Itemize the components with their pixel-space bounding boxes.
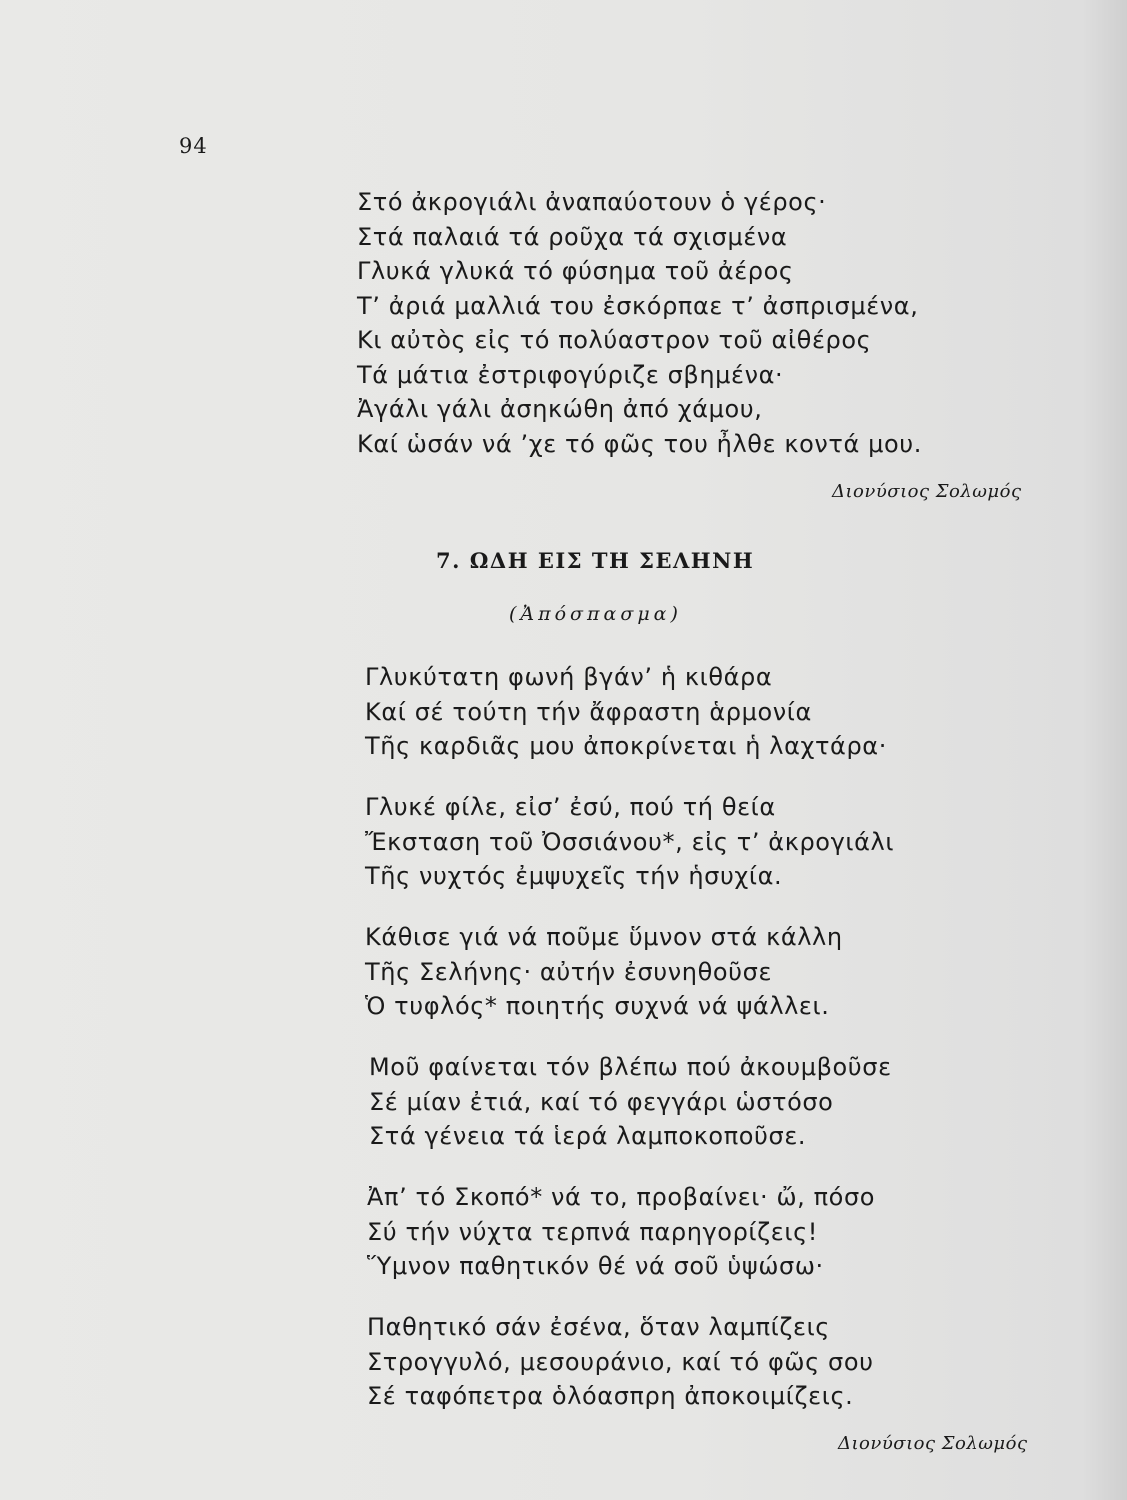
poem-line: Γλυκύτατη φωνή βγάν’ ἡ κιθάρα — [365, 663, 773, 691]
poem-line: Σέ μίαν ἐτιά, καί τό φεγγάρι ὡστόσο — [369, 1087, 834, 1116]
poem2-stanza-6 — [367, 1310, 874, 1414]
poem-line: Τῆς καρδιᾶς μου ἀποκρίνεται ἡ λαχτάρα· — [365, 732, 887, 760]
poem-line: Κι αὐτὸς εἰς τό πολύαστρον τοῦ αἰθέρος — [357, 326, 872, 354]
poem2-stanza-5 — [367, 1180, 875, 1284]
page-number: 94 — [179, 134, 208, 158]
poem-line: Σύ τήν νύχτα τερπνά παρηγορίζεις! — [367, 1217, 819, 1246]
poem2-stanza-4 — [369, 1050, 892, 1154]
poem-line: Παθητικό σάν ἐσένα, ὅταν λαμπίζεις — [367, 1313, 830, 1341]
poem2-stanza-3 — [365, 920, 843, 1024]
poem-line: Ἀπ’ τό Σκοπό* νά το, προβαίνει· ὤ, πόσο — [367, 1183, 876, 1211]
poem-line: Μοῦ φαίνεται τόν βλέπω πού ἀκουμβοῦσε — [369, 1053, 892, 1081]
poem-line: Στό ἀκρογιάλι ἀναπαύοτουν ὁ γέρος· — [357, 188, 827, 216]
poem2-author: Διονύσιος Σολωμός — [838, 1433, 1028, 1454]
poem-line: Στά παλαιά τά ροῦχα τά σχισμένα — [357, 222, 788, 251]
poem-line: Γλυκέ φίλε, εἰσ’ ἐσύ, πού τή θεία — [365, 793, 776, 821]
poem1-stanza — [357, 185, 922, 461]
poem-line: Καί σέ τούτη τήν ἄφραστη ἁρμονία — [365, 697, 812, 726]
poem-line: Ὕμνον παθητικόν θέ νά σοῦ ὑψώσω· — [367, 1252, 824, 1280]
poem-line: Τῆς νυχτός ἐμψυχεῖς τήν ἡσυχία. — [365, 862, 783, 890]
poem1-author: Διονύσιος Σολωμός — [832, 481, 1022, 502]
poem-line: Καί ὡσάν νά ’χε τό φῶς του ἦλθε κοντά μου. — [357, 429, 922, 458]
poem-subtitle: (Ἀπόσπασμα) — [509, 603, 682, 625]
poem-line: Ἔκσταση τοῦ Ὀσσιάνου*, εἰς τ’ ἀκρογιάλι — [365, 827, 895, 856]
poem-line: Σέ ταφόπετρα ὁλόασπρη ἀποκοιμίζεις. — [367, 1382, 854, 1410]
poem2-stanza-2 — [365, 790, 894, 894]
poem-line: Κάθισε γιά νά ποῦμε ὕμνον στά κάλλη — [365, 923, 843, 951]
poem-line: Γλυκά γλυκά τό φύσημα τοῦ ἀέρος — [357, 257, 794, 285]
poem-line: Στρογγυλό, μεσουράνιο, καί τό φῶς σου — [367, 1347, 874, 1376]
poem-line: Τ’ ἀριά μαλλιά του ἐσκόρπαε τ’ ἀσπρισμένα, — [357, 291, 919, 320]
poem-title: 7. ΩΔΗ ΕΙΣ ΤΗ ΣΕΛΗΝΗ — [436, 548, 755, 573]
poem-line: Ὁ τυφλός* ποιητής συχνά νά ψάλλει. — [365, 992, 830, 1020]
poem-line: Τά μάτια ἐστριφογύριζε σβημένα· — [357, 360, 784, 389]
poem-line: Στά γένεια τά ἱερά λαμποκοποῦσε. — [369, 1122, 807, 1150]
poem-line: Ἀγάλι γάλι ἀσηκώθη ἀπό χάμου, — [357, 395, 763, 423]
poem2-stanza-1 — [365, 660, 887, 764]
poem-line: Τῆς Σελήνης· αὐτήν ἐσυνηθοῦσε — [365, 957, 773, 986]
